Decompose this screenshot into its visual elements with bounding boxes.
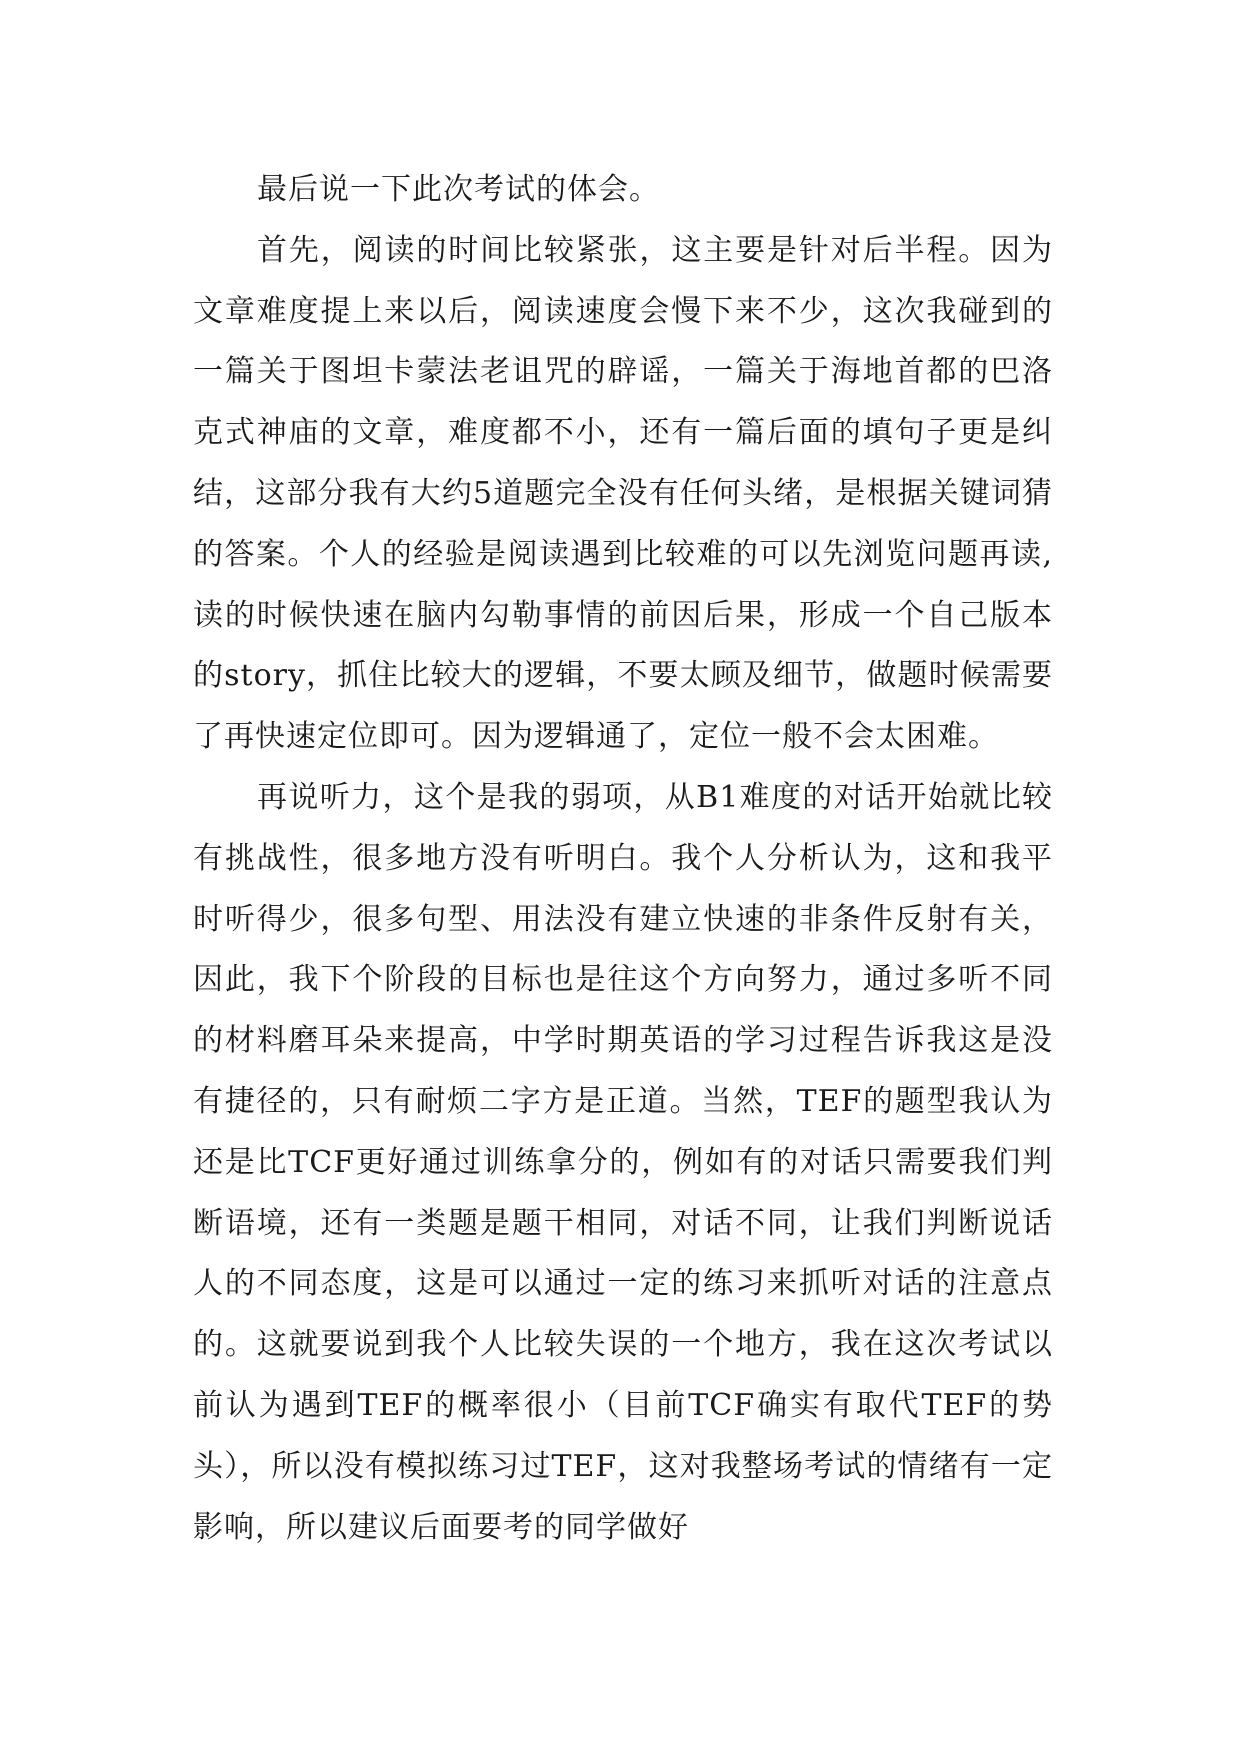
document-body (193, 160, 1053, 1558)
paragraph-listening-section: 再说听力，这个是我的弱项，从B1难度的对话开始就比较有挑战性，很多地方没有听明白。我个人分析认为，这和我平时听得少，很多句型、用法没有建立快速的非条件反射有关，因此，我下个阶段的目标也是往这个方向努力，通过多听不同的材料磨耳朵来提高，中学时期英语的学习过程告诉我这是没有捷径的，只有耐烦二字方是正道。当然，TEF的题型我认为还是比TCF更好通过训练拿分的，例如有的对话只需要我们判断语境，还有一类题是题干相同，对话不同，让我们判断说话人的不同态度，这是可以通过一定的练习来抓听对话的注意点的。这就要说到我个人比较失误的一个地方，我在这次考试以前认为遇到TEF的概率很小（目前TCF确实有取代TEF的势头），所以没有模拟练习过TEF，这对我整场考试的情绪有一定影响，所以建议后面要考的同学做好 (193, 779, 1053, 1545)
paragraph-reading-section: 首先，阅读的时间比较紧张，这主要是针对后半程。因为文章难度提上来以后，阅读速度会慢下来不少，这次我碰到的一篇关于图坦卡蒙法老诅咒的辟谣，一篇关于海地首都的巴洛克式神庙的文章，难度都不小，还有一篇后面的填句子更是纠结，这部分我有大约5道题完全没有任何头绪，是根据关键词猜的答案。个人的经验是阅读遇到比较难的可以先浏览问题再读,读的时候快速在脑内勾勒事情的前因后果，形成一个自己版本的story，抓住比较大的逻辑，不要太顾及细节，做题时候需要了再快速定位即可。因为逻辑通了，定位一般不会太困难。 (193, 232, 1053, 755)
paragraph-reflection-intro: 最后说一下此次考试的体会。 (257, 172, 660, 207)
